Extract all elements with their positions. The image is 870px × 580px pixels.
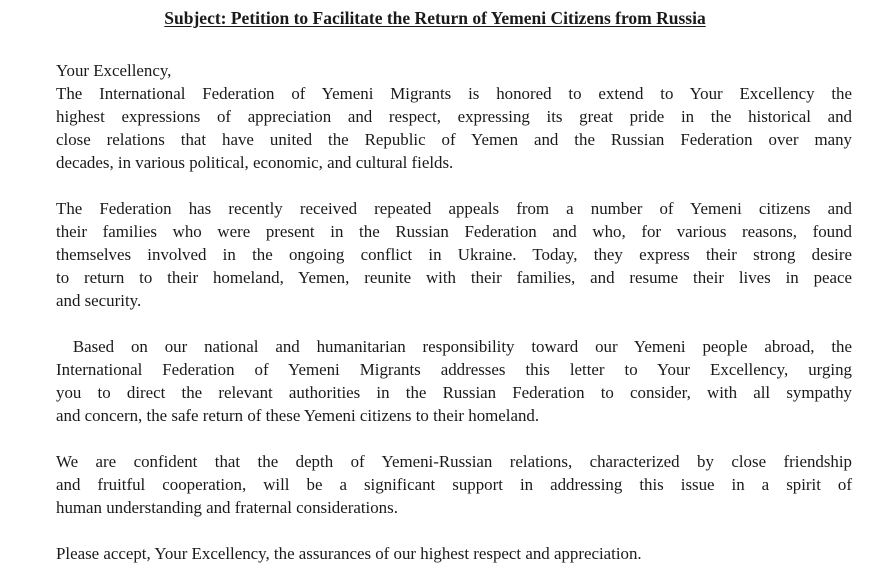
paragraph-line: and security.	[56, 291, 142, 310]
paragraph-line: their families who were present in the Russian Federation and who, for various reasons, found	[56, 222, 852, 241]
paragraph-1	[56, 82, 852, 174]
paragraph-line: to return to their homeland, Yemen, reunite with their families, and resume their lives in peace	[56, 268, 852, 287]
salutation-line: Your Excellency,	[56, 61, 172, 80]
paragraph-3	[56, 335, 852, 427]
paragraph-line: International Federation of Yemeni Migrants addresses this letter to Your Excellency, urging	[56, 360, 852, 379]
paragraph-line: close relations that have united the Republic of Yemen and the Russian Federation over many	[56, 130, 852, 149]
letter-body	[56, 59, 852, 580]
paragraph-line: The Federation has recently received repeated appeals from a number of Yemeni citizens and	[56, 199, 852, 218]
paragraph-line: and concern, the safe return of these Yemeni citizens to their homeland.	[56, 406, 540, 425]
paragraph-2	[56, 197, 852, 312]
paragraph-line: decades, in various political, economic, and cultural fields.	[56, 153, 454, 172]
salutation	[56, 59, 852, 82]
paragraph-line: Please accept, Your Excellency, the assurances of our highest respect and appreciation.	[56, 544, 642, 563]
subject-line: Subject: Petition to Facilitate the Return of Yemeni Citizens from Russia	[164, 8, 706, 28]
paragraph-line: Based on our national and humanitarian responsibility toward our Yemeni people abroad, the	[56, 337, 852, 356]
paragraph-line: human understanding and fraternal considerations.	[56, 498, 398, 517]
paragraph-line: you to direct the relevant authorities in the Russian Federation to consider, with all sympathy	[56, 383, 852, 402]
paragraph-line: themselves involved in the ongoing conflict in Ukraine. Today, they express their strong desire	[56, 245, 852, 264]
paragraph-line: and fruitful cooperation, will be a significant support in addressing this issue in a spirit of	[56, 475, 852, 494]
paragraph-5	[56, 542, 852, 565]
paragraph-line: The International Federation of Yemeni Migrants is honored to extend to Your Excellency the	[56, 84, 852, 103]
paragraph-line: highest expressions of appreciation and respect, expressing its great pride in the historical and	[56, 107, 852, 126]
paragraph-line: We are confident that the depth of Yemeni-Russian relations, characterized by close friendship	[56, 452, 852, 471]
paragraph-4	[56, 450, 852, 519]
